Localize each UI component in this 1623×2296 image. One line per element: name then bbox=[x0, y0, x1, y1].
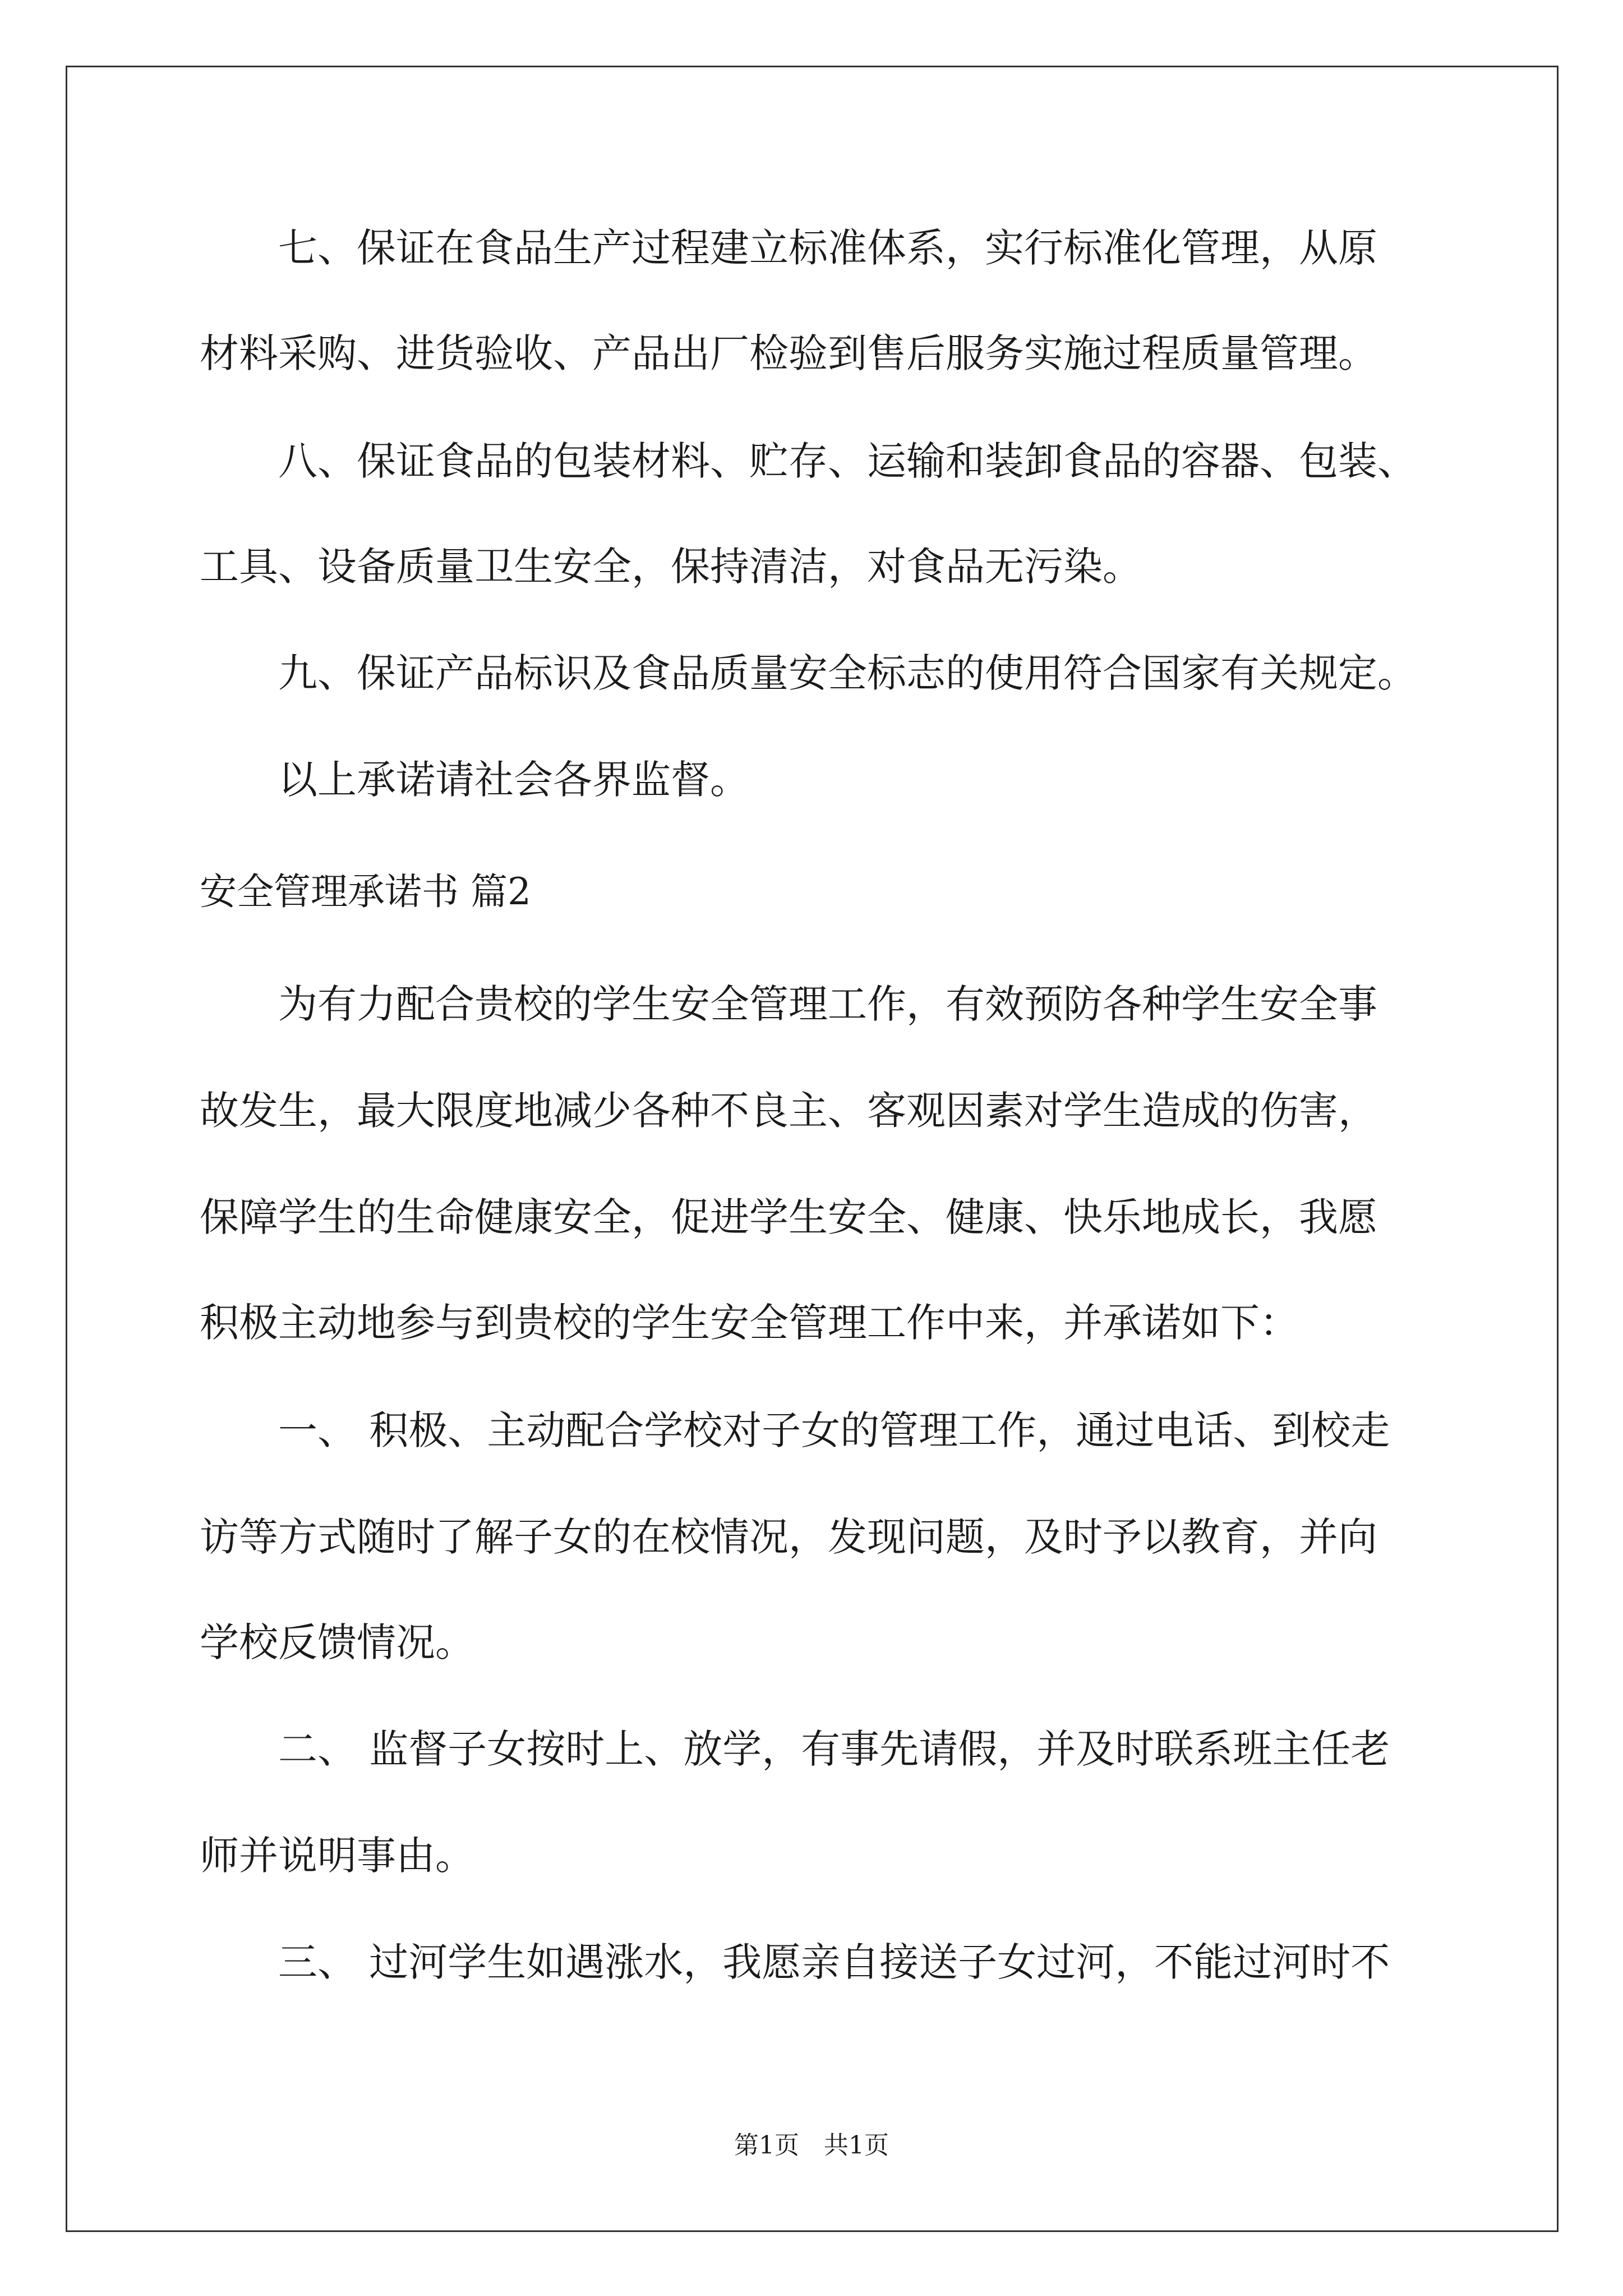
paragraph-line: 以上承诺请社会各界监督。 bbox=[200, 757, 749, 803]
page-footer bbox=[0, 2129, 1623, 2162]
paragraph-line: 七、保证在食品生产过程建立标准体系，实行标准化管理，从原 bbox=[200, 225, 1377, 271]
paragraph-line: 访等方式随时了解子女的在校情况，发现问题，及时予以教育，并向 bbox=[200, 1514, 1377, 1560]
paragraph-line: 一、 积极、主动配合学校对子女的管理工作，通过电话、到校走 bbox=[200, 1407, 1390, 1453]
paragraph-line: 九、保证产品标识及食品质量安全标志的使用符合国家有关规定。 bbox=[200, 650, 1417, 696]
paragraph-line: 材料采购、进货验收、产品出厂检验到售后服务实施过程质量管理。 bbox=[200, 330, 1377, 376]
paragraph-line: 三、 过河学生如遇涨水，我愿亲自接送子女过河，不能过河时不 bbox=[200, 1939, 1390, 1985]
paragraph-line: 工具、设备质量卫生安全，保持清洁，对食品无污染。 bbox=[200, 544, 1142, 590]
paragraph-line: 保障学生的生命健康安全，促进学生安全、健康、快乐地成长，我愿 bbox=[200, 1194, 1377, 1240]
paragraph-line: 师并说明事由。 bbox=[200, 1833, 474, 1879]
paragraph-line: 为有力配合贵校的学生安全管理工作，有效预防各种学生安全事 bbox=[200, 981, 1377, 1027]
paragraph-line: 八、保证食品的包装材料、贮存、运输和装卸食品的容器、包装、 bbox=[200, 438, 1417, 484]
paragraph-line: 二、 监督子女按时上、放学，有事先请假，并及时联系班主任老 bbox=[200, 1726, 1390, 1772]
section-heading: 安全管理承诺书 篇2 bbox=[200, 870, 531, 913]
page-border bbox=[66, 66, 1559, 2232]
paragraph-line: 学校反馈情况。 bbox=[200, 1619, 474, 1665]
paragraph-line: 故发生，最大限度地减少各种不良主、客观因素对学生造成的伤害， bbox=[200, 1088, 1377, 1134]
page-number: 第1页 共1页 bbox=[734, 2131, 889, 2160]
paragraph-line: 积极主动地参与到贵校的学生安全管理工作中来，并承诺如下： bbox=[200, 1300, 1299, 1346]
